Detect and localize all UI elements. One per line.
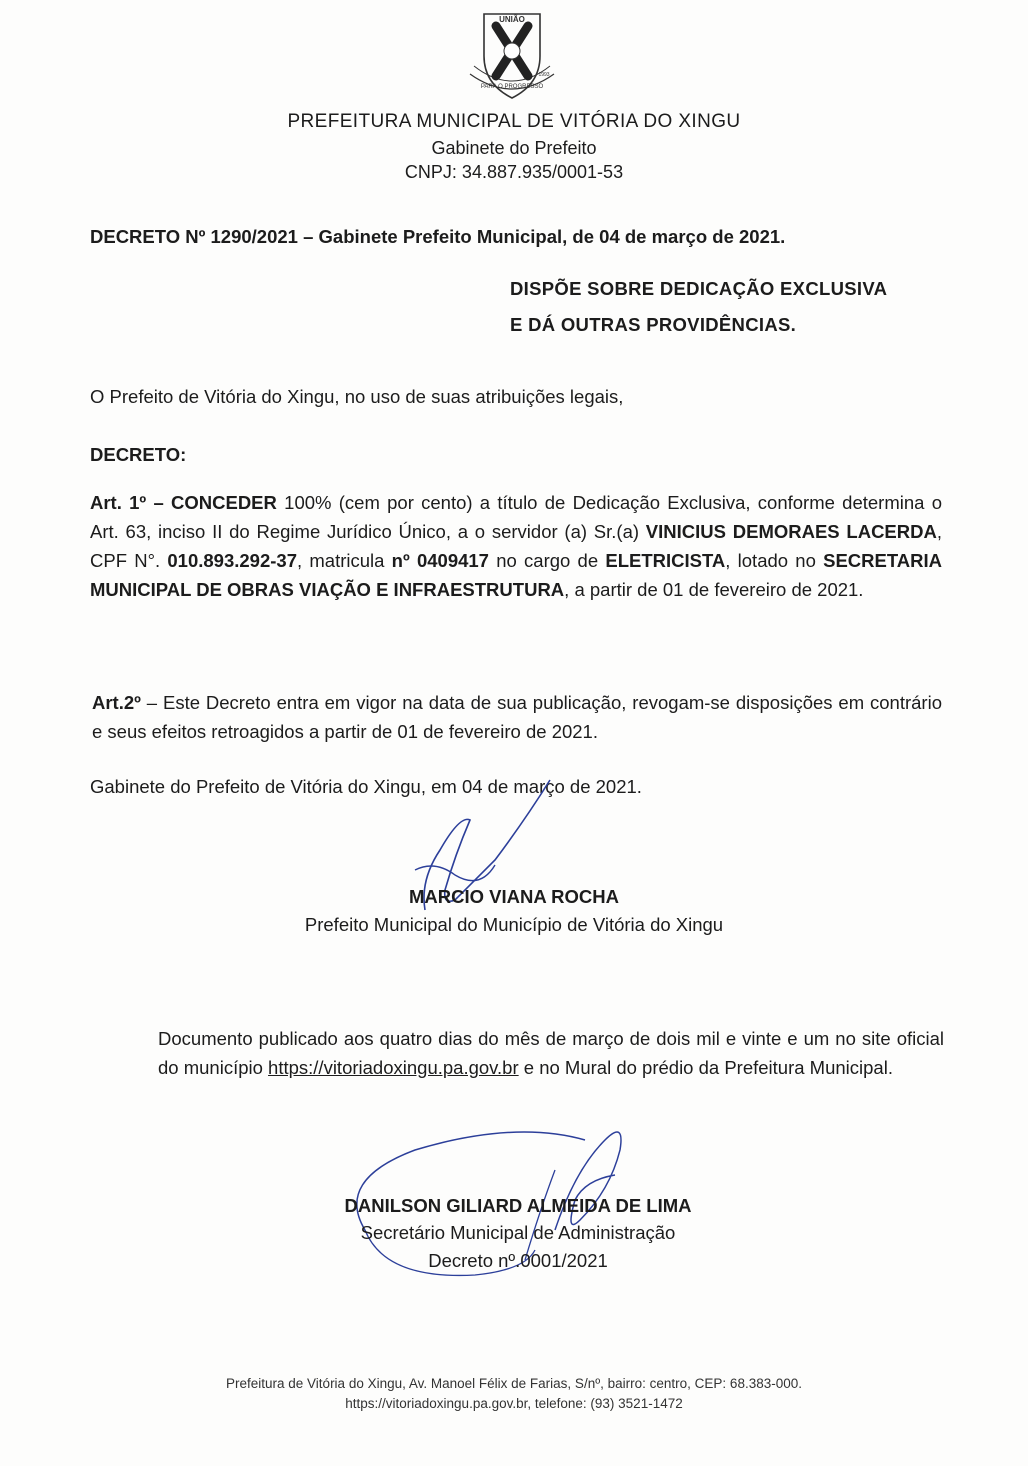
institution-name: PREFEITURA MUNICIPAL DE VITÓRIA DO XINGU: [287, 111, 741, 132]
seal-text-top: UNIÃO: [499, 15, 525, 24]
article-1-text-c: , matricula: [297, 550, 392, 571]
cnpj: CNPJ: 34.887.935/0001-53: [404, 162, 624, 182]
servant-matricula: nº 0409417: [391, 550, 489, 571]
servant-cpf: 010.893.292-37: [167, 550, 297, 571]
footer-contact: https://vitoriadoxingu.pa.gov.br, telefone: (93) 3521-1472: [345, 1396, 683, 1411]
publication-text-b: e no Mural do prédio da Prefeitura Municipal.: [518, 1057, 893, 1078]
article-1-text-f: , a partir de 01 de fevereiro de 2021.: [564, 579, 864, 600]
article-2: [92, 688, 942, 746]
article-1-text-a: 100% (cem por cento) a título de Dedicação Exclusiva, conforme determina o Art. 63, inciso II do Regime Jurídico Único, a o servidor (a) Sr.(a): [90, 492, 942, 542]
ementa-line-2: E DÁ OUTRAS PROVIDÊNCIAS.: [510, 314, 797, 335]
decreto-label: DECRETO:: [90, 444, 187, 465]
publication-text-a: Documento publicado aos quatro dias do mês de março de dois mil e vinte e um no site oficial do município: [158, 1028, 944, 1078]
article-1-text-b: , CPF N°.: [90, 521, 942, 571]
publication-note: [158, 1024, 944, 1082]
servant-lotacao: SECRETARIA MUNICIPAL DE OBRAS VIAÇÃO E INFRAESTRUTURA: [90, 550, 942, 600]
ementa-line-1: DISPÕE SOBRE DEDICAÇÃO EXCLUSIVA: [510, 278, 888, 299]
article-1-text-d: no cargo de: [488, 550, 606, 571]
secretary-name: DANILSON GILIARD ALMEIDA DE LIMA: [344, 1195, 692, 1216]
article-2-label: Art.2º: [92, 692, 141, 713]
secretary-role: Secretário Municipal de Administração: [360, 1222, 676, 1243]
department-name: Gabinete do Prefeito: [431, 138, 597, 158]
article-2-body: – Este Decreto entra em vigor na data de sua publicação, revogam-se disposições em contrário e seus efeitos retroagidos a partir de 01 de fevereiro de 2021.: [92, 692, 942, 742]
article-1: [90, 488, 942, 604]
decree-title: DECRETO Nº 1290/2021 – Gabinete Prefeito Municipal, de 04 de março de 2021.: [90, 226, 786, 247]
footer-address: Prefeitura de Vitória do Xingu, Av. Manoel Félix de Farias, S/nº, bairro: centro, CEP: 68.383-000.: [226, 1376, 802, 1391]
seal-text-year: 1993: [538, 72, 550, 78]
secretary-decree: Decreto nº.0001/2021: [428, 1250, 608, 1271]
mayor-name: MARCIO VIANA ROCHA: [408, 886, 619, 907]
municipal-seal-icon: [462, 6, 562, 102]
mayor-role: Prefeito Municipal do Município de Vitória do Xingu: [304, 914, 724, 935]
servant-cargo: ELETRICISTA: [605, 550, 726, 571]
article-2-text: [92, 688, 942, 746]
preamble: O Prefeito de Vitória do Xingu, no uso de suas atribuições legais,: [90, 386, 624, 407]
article-1-text: [90, 488, 942, 604]
municipality-website-link[interactable]: https://vitoriadoxingu.pa.gov.br: [268, 1057, 519, 1078]
article-1-verb: CONCEDER: [171, 492, 277, 513]
closing-line: Gabinete do Prefeito de Vitória do Xingu, em 04 de março de 2021.: [90, 776, 642, 797]
article-1-text-e: , lotado no: [725, 550, 824, 571]
servant-name: VINICIUS DEMORAES LACERDA: [645, 521, 937, 542]
seal-text-motto: PARA O PROGRESSO: [480, 84, 544, 90]
article-1-label: Art. 1º –: [90, 492, 164, 513]
